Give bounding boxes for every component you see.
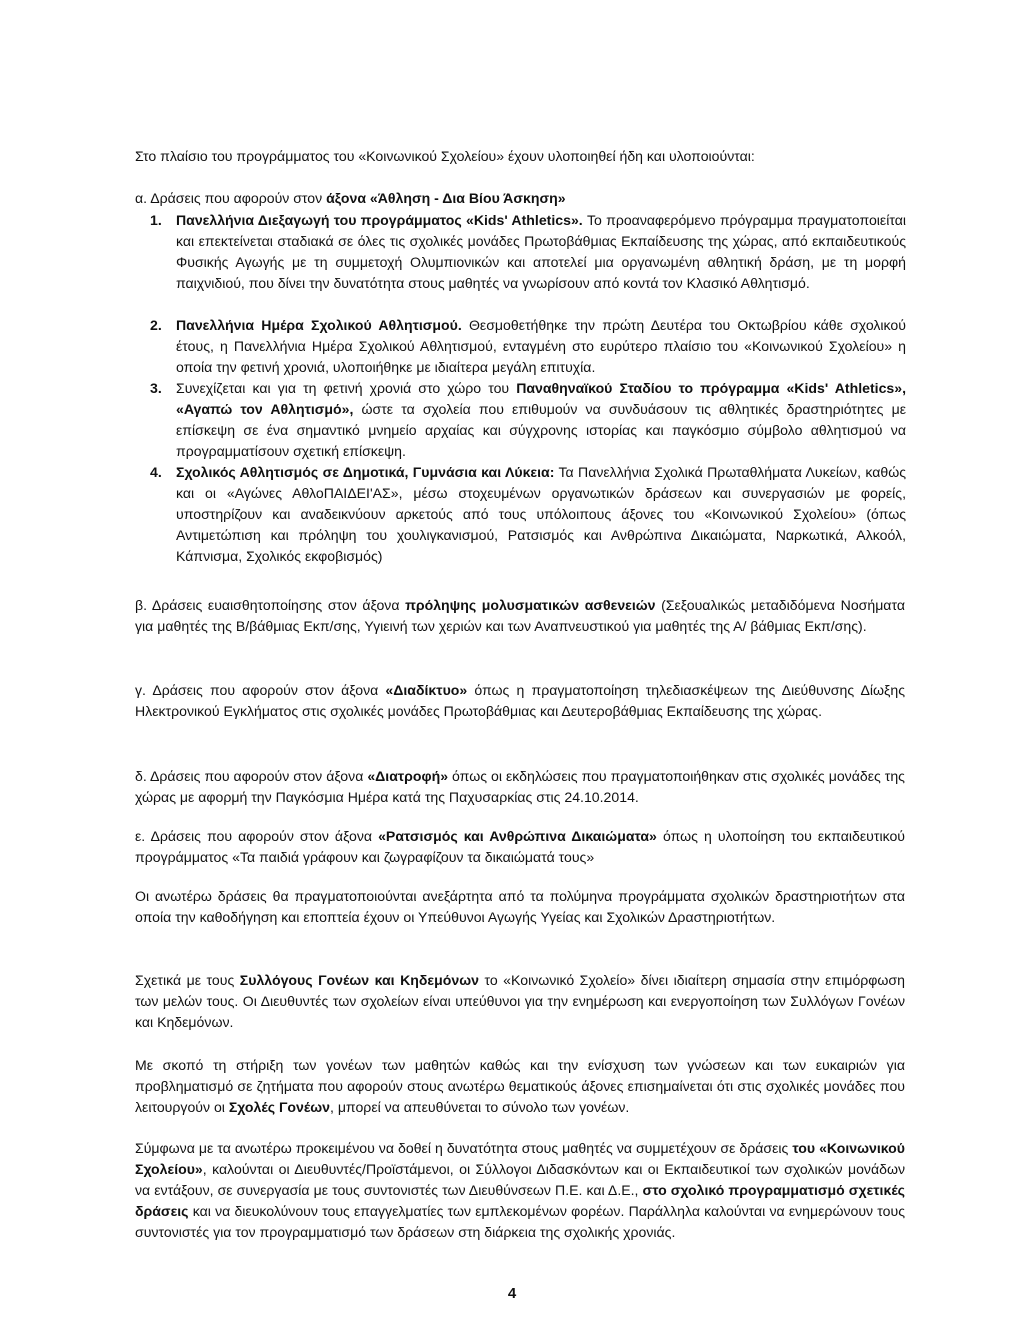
body-paragraph: Με σκοπό τη στήριξη των γονέων των μαθητών καθώς και την ενίσχυση των γνώσεων και των ευκαιριών για προβληματισμό σε ζητήματα που αφορούν στους ανωτέρω θεματικούς άξονες επισημαίνεται ότι στις σχολικές μονάδες που λειτουργούν οι Σχολές Γονέων, μπορεί να απευθύνεται το σύνολο των γονέων. [135, 1057, 905, 1115]
body-paragraph: Οι ανωτέρω δράσεις θα πραγματοποιούνται ανεξάρτητα από τα πολύμηνα προγράμματα σχολικών δραστηριοτήτων στα οποία την καθοδήγηση και εποπτεία έχουν οι Υπεύθυνοι Αγωγής Υγείας και Σχολικών Δραστηριοτήτων. [135, 888, 905, 925]
list-item: Πανελλήνια Διεξαγωγή του προγράμματος «Kids' Athletics». Το προαναφερόμενο πρόγραμμα πραγματοποιείται και επεκτείνεται σταδιακά σε όλες τις σχολικές μονάδες Πρωτοβάθμιας Εκπαίδευσης της χώρας, από εκπαιδευτικούς Φυσικής Αγωγής με τη συμμετοχή Ολυμπιονικών και αποτελεί μια οργανωμένη αθλητική δράση, με τη μορφή παιχνιδιού, που δίνει την δυνατότητα στους μαθητές να γνωρίσουν από κοντά τον Κλασικό Αθλητισμό. [176, 212, 906, 291]
list-number: 4. [150, 464, 162, 480]
section-e-paragraph: ε. Δράσεις που αφορούν στον άξονα «Ρατσισμός και Ανθρώπινα Δικαιώματα» όπως η υλοποίηση του εκπαιδευτικού προγράμματος «Τα παιδιά γράφουν και ζωγραφίζουν τα δικαιώματά τους» [135, 828, 905, 865]
list-number: 1. [150, 212, 162, 228]
list-item: Σχολικός Αθλητισμός σε Δημοτικά, Γυμνάσια και Λύκεια: Τα Πανελλήνια Σχολικά Πρωταθλήματα Λυκείων, καθώς και οι «Αγώνες ΑθλοΠΑΙΔΕΙ'ΑΣ», μέσω στοχευμένων οργανωτικών δράσεων και συνεργασιών με φορείς, υποστηρίζουν και αναδεικνύουν αρκετούς από τους υπόλοιπους άξονες του «Κοινωνικού Σχολείου» (όπως Αντιμετώπιση και πρόληψη του χουλιγκανισμού, Ρατσισμός και Ανθρώπινα Δικαιώματα, Ναρκωτικά, Αλκοόλ, Κάπνισμα, Σχολικός εκφοβισμός) [176, 464, 906, 564]
page-number: 4 [507, 1285, 517, 1302]
section-b-paragraph: β. Δράσεις ευαισθητοποίησης στον άξονα πρόληψης μολυσματικών ασθενειών (Σεξουαλικώς μεταδιδόμενα Νοσήματα για μαθητές της Β/βάθμιας Εκπ/σης, Υγιεινή των χεριών και των Αναπνευστικού για μαθητές της Α/ βάθμιας Εκπ/σης). [135, 597, 905, 634]
list-number: 2. [150, 317, 162, 333]
section-c-paragraph: γ. Δράσεις που αφορούν στον άξονα «Διαδίκτυο» όπως η πραγματοποίηση τηλεδιασκέψεων της Διεύθυνσης Δίωξης Ηλεκτρονικού Εγκλήματος στις σχολικές μονάδες Πρωτοβάθμιας και Δευτεροβάθμιας Εκπαίδευσης της χώρας. [135, 682, 905, 719]
list-item: Πανελλήνια Ημέρα Σχολικού Αθλητισμού. Θεσμοθετήθηκε την πρώτη Δευτέρα του Οκτωβρίου κάθε σχολικού έτους, η Πανελλήνια Ημέρα Σχολικού Αθλητισμού, ενταγμένη στο ευρύτερο πλαίσιο του «Κοινωνικού Σχολείου» η οποία την φετινή χρονιά, υλοποιήθηκε με ιδιαίτερα μεγάλη επιτυχία. [176, 317, 906, 375]
list-item: Συνεχίζεται και για τη φετινή χρονιά στο χώρο του Παναθηναϊκού Σταδίου το πρόγραμμα «Kids' Athletics», «Αγαπώ τον Αθλητισμό», ώστε τα σχολεία που επιθυμούν να συνδυάσουν τις αθλητικές δραστηριότητες με επίσκεψη σε ένα σημαντικό μνημείο αρχαίας και σύγχρονης ιστορίας και παγκόσμιο σύμβολο αθλητισμού να προγραμματίσουν σχετική επίσκεψη. [176, 380, 906, 459]
body-paragraph: Σύμφωνα με τα ανωτέρω προκειμένου να δοθεί η δυνατότητα στους μαθητές να συμμετέχουν σε δράσεις του «Κοινωνικού Σχολείου», καλούνται οι Διευθυντές/Προϊστάμενοι, οι Σύλλογοι Διδασκόντων και οι Εκπαιδευτικοί των σχολικών μονάδων να εντάξουν, σε συνεργασία με τους συντονιστές των Διευθύνσεων Π.Ε. και Δ.Ε., στο σχολικό προγραμματισμό σχετικές δράσεις και να διευκολύνουν τους επαγγελματίες των εμπλεκομένων φορέων. Παράλληλα καλούνται να ενημερώνουν τους συντονιστές για τον προγραμματισμό των δράσεων στη διάρκεια της σχολικής χρονιάς. [135, 1140, 906, 1240]
section-a-heading: α. Δράσεις που αφορούν στον άξονα «Άθληση - Δια Βίου Άσκηση» [135, 190, 566, 206]
section-d-paragraph: δ. Δράσεις που αφορούν στον άξονα «Διατροφή» όπως οι εκδηλώσεις που πραγματοποιήθηκαν στις σχολικές μονάδες της χώρας με αφορμή την Παγκόσμια Ημέρα κατά της Παχυσαρκίας στις 24.10.2014. [135, 768, 905, 805]
intro-paragraph: Στο πλαίσιο του προγράμματος του «Κοινωνικού Σχολείου» έχουν υλοποιηθεί ήδη και υλοποιούνται: [135, 148, 755, 164]
list-number: 3. [150, 380, 162, 396]
body-paragraph: Σχετικά με τους Συλλόγους Γονέων και Κηδεμόνων το «Κοινωνικό Σχολείο» δίνει ιδιαίτερη σημασία στην επιμόρφωση των μελών τους. Οι Διευθυντές των σχολείων είναι υπεύθυνοι για την ενημέρωση και ενεργοποίηση των Συλλόγων Γονέων και Κηδεμόνων. [135, 972, 905, 1030]
